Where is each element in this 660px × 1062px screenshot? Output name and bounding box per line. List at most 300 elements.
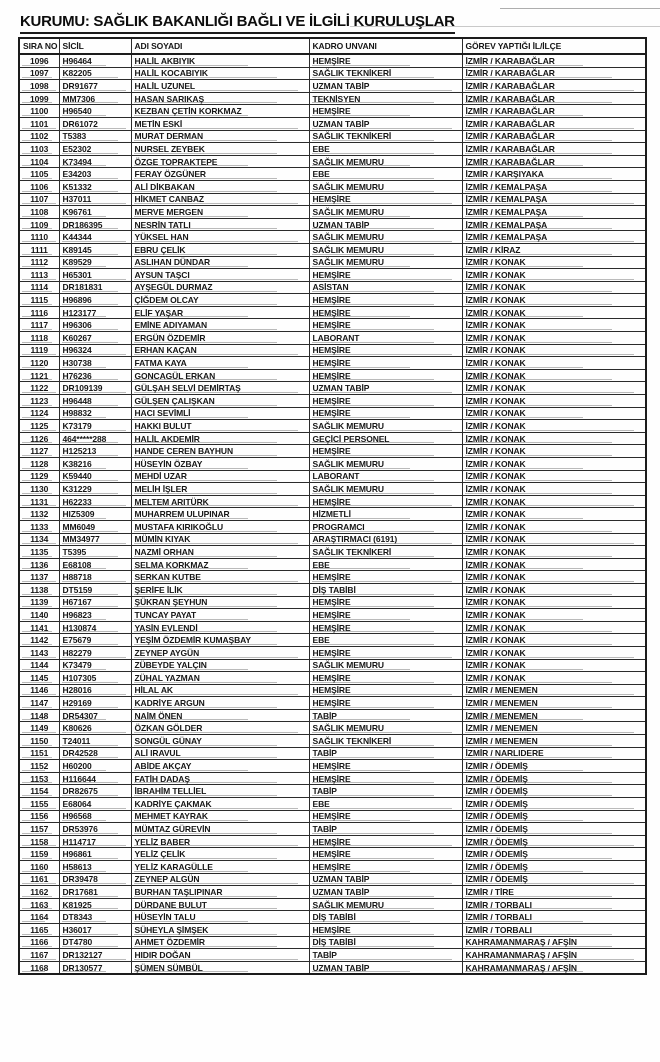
cell-adi-soyadi: MUHARREM ULUPINAR xyxy=(131,508,309,521)
cell-sira-no: 1111 xyxy=(19,243,59,256)
cell-kadro-unvani: HEMŞİRE xyxy=(309,269,462,282)
cell-kadro-unvani: UZMAN TABİP xyxy=(309,961,462,974)
table-row xyxy=(19,659,646,672)
cell-sicil: K73179 xyxy=(59,420,131,433)
cell-sicil: DR186395 xyxy=(59,218,131,231)
cell-sicil: DR53976 xyxy=(59,823,131,836)
cell-sicil: K60267 xyxy=(59,332,131,345)
cell-kadro-unvani: HEMŞİRE xyxy=(309,609,462,622)
cell-kadro-unvani: HEMŞİRE xyxy=(309,672,462,685)
cell-adi-soyadi: AYŞEGÜL DURMAZ xyxy=(131,281,309,294)
cell-sira-no: 1112 xyxy=(19,256,59,269)
cell-sira-no: 1159 xyxy=(19,848,59,861)
cell-gorev-il-ilce: İZMİR / MENEMEN xyxy=(462,735,646,748)
cell-kadro-unvani: HEMŞİRE xyxy=(309,646,462,659)
cell-kadro-unvani: SAĞLIK TEKNİKERİ xyxy=(309,546,462,559)
cell-sicil: K89145 xyxy=(59,243,131,256)
cell-kadro-unvani: HEMŞİRE xyxy=(309,445,462,458)
cell-kadro-unvani: HEMŞİRE xyxy=(309,54,462,67)
table-row xyxy=(19,105,646,118)
cell-sira-no: 1124 xyxy=(19,407,59,420)
cell-gorev-il-ilce: İZMİR / ÖDEMİŞ xyxy=(462,861,646,874)
cell-sicil: K31229 xyxy=(59,483,131,496)
cell-adi-soyadi: NAİM ÖNEN xyxy=(131,709,309,722)
cell-sicil: K73479 xyxy=(59,659,131,672)
cell-sira-no: 1121 xyxy=(19,369,59,382)
table-row xyxy=(19,533,646,546)
cell-sicil: H36017 xyxy=(59,923,131,936)
table-row xyxy=(19,218,646,231)
cell-sira-no: 1145 xyxy=(19,672,59,685)
cell-sira-no: 1165 xyxy=(19,923,59,936)
cell-gorev-il-ilce: İZMİR / ÖDEMİŞ xyxy=(462,772,646,785)
cell-gorev-il-ilce: İZMİR / KONAK xyxy=(462,445,646,458)
cell-gorev-il-ilce: İZMİR / KONAK xyxy=(462,357,646,370)
cell-sira-no: 1142 xyxy=(19,634,59,647)
cell-sicil: T5383 xyxy=(59,130,131,143)
cell-gorev-il-ilce: İZMİR / KONAK xyxy=(462,458,646,471)
cell-gorev-il-ilce: İZMİR / KONAK xyxy=(462,634,646,647)
cell-sira-no: 1129 xyxy=(19,470,59,483)
cell-gorev-il-ilce: İZMİR / KONAK xyxy=(462,395,646,408)
cell-sicil: H82279 xyxy=(59,646,131,659)
cell-sicil: H96540 xyxy=(59,105,131,118)
table-row xyxy=(19,458,646,471)
cell-gorev-il-ilce: İZMİR / ÖDEMİŞ xyxy=(462,873,646,886)
cell-sicil: MM7306 xyxy=(59,92,131,105)
cell-adi-soyadi: HALİL UZUNEL xyxy=(131,80,309,93)
cell-adi-soyadi: MEHMET KAYRAK xyxy=(131,810,309,823)
cell-sira-no: 1154 xyxy=(19,785,59,798)
table-row xyxy=(19,306,646,319)
table-row xyxy=(19,760,646,773)
cell-gorev-il-ilce: İZMİR / KONAK xyxy=(462,269,646,282)
cell-adi-soyadi: MUSTAFA KIRIKOĞLU xyxy=(131,520,309,533)
header-sira-no: SIRA NO xyxy=(19,38,59,54)
cell-gorev-il-ilce: KAHRAMANMARAŞ / AFŞİN xyxy=(462,936,646,949)
cell-sicil: DT4780 xyxy=(59,936,131,949)
cell-sira-no: 1155 xyxy=(19,798,59,811)
cell-sira-no: 1147 xyxy=(19,697,59,710)
cell-gorev-il-ilce: İZMİR / KONAK xyxy=(462,533,646,546)
cell-kadro-unvani: HEMŞİRE xyxy=(309,395,462,408)
cell-sira-no: 1156 xyxy=(19,810,59,823)
table-row xyxy=(19,382,646,395)
table-row xyxy=(19,911,646,924)
table-row xyxy=(19,357,646,370)
cell-adi-soyadi: TUNCAY PAYAT xyxy=(131,609,309,622)
cell-gorev-il-ilce: İZMİR / MENEMEN xyxy=(462,697,646,710)
header-gorev-il-ilce: GÖREV YAPTIĞI İL/İLÇE xyxy=(462,38,646,54)
cell-sicil: H130874 xyxy=(59,621,131,634)
table-row xyxy=(19,722,646,735)
cell-kadro-unvani: HEMŞİRE xyxy=(309,369,462,382)
personnel-table xyxy=(18,37,647,975)
cell-gorev-il-ilce: İZMİR / KARABAĞLAR xyxy=(462,155,646,168)
cell-gorev-il-ilce: İZMİR / KONAK xyxy=(462,420,646,433)
cell-adi-soyadi: MURAT DERMAN xyxy=(131,130,309,143)
cell-sicil: K82205 xyxy=(59,67,131,80)
cell-kadro-unvani: SAĞLIK MEMURU xyxy=(309,898,462,911)
cell-sira-no: 1148 xyxy=(19,709,59,722)
cell-gorev-il-ilce: İZMİR / KARABAĞLAR xyxy=(462,130,646,143)
table-row xyxy=(19,155,646,168)
cell-sicil: E52302 xyxy=(59,143,131,156)
cell-kadro-unvani: EBE xyxy=(309,634,462,647)
cell-sicil: H29169 xyxy=(59,697,131,710)
cell-sira-no: 1102 xyxy=(19,130,59,143)
cell-gorev-il-ilce: İZMİR / KONAK xyxy=(462,646,646,659)
cell-gorev-il-ilce: İZMİR / KONAK xyxy=(462,672,646,685)
cell-sicil: H116644 xyxy=(59,772,131,785)
cell-gorev-il-ilce: İZMİR / KONAK xyxy=(462,583,646,596)
cell-sicil: DR17681 xyxy=(59,886,131,899)
cell-kadro-unvani: HEMŞİRE xyxy=(309,923,462,936)
cell-gorev-il-ilce: KAHRAMANMARAŞ / AFŞİN xyxy=(462,949,646,962)
cell-sicil: DR91677 xyxy=(59,80,131,93)
cell-adi-soyadi: GÜLŞAH SELVİ DEMİRTAŞ xyxy=(131,382,309,395)
cell-kadro-unvani: SAĞLIK MEMURU xyxy=(309,420,462,433)
table-row xyxy=(19,949,646,962)
cell-sicil: H96568 xyxy=(59,810,131,823)
cell-sira-no: 1152 xyxy=(19,760,59,773)
cell-adi-soyadi: ALİ IRAVUL xyxy=(131,747,309,760)
cell-sira-no: 1143 xyxy=(19,646,59,659)
cell-adi-soyadi: HİKMET CANBAZ xyxy=(131,193,309,206)
cell-kadro-unvani: PROGRAMCI xyxy=(309,520,462,533)
cell-kadro-unvani: UZMAN TABİP xyxy=(309,117,462,130)
table-row xyxy=(19,546,646,559)
cell-sicil: E34203 xyxy=(59,168,131,181)
table-row xyxy=(19,117,646,130)
cell-sicil: K96761 xyxy=(59,206,131,219)
cell-sira-no: 1138 xyxy=(19,583,59,596)
table-row xyxy=(19,143,646,156)
cell-kadro-unvani: SAĞLIK MEMURU xyxy=(309,256,462,269)
table-row xyxy=(19,256,646,269)
cell-gorev-il-ilce: İZMİR / KARABAĞLAR xyxy=(462,80,646,93)
cell-kadro-unvani: EBE xyxy=(309,558,462,571)
cell-adi-soyadi: ÖZKAN GÖLDER xyxy=(131,722,309,735)
table-row xyxy=(19,684,646,697)
cell-sira-no: 1110 xyxy=(19,231,59,244)
table-row xyxy=(19,520,646,533)
cell-sicil: DR130577 xyxy=(59,961,131,974)
cell-sira-no: 1137 xyxy=(19,571,59,584)
cell-adi-soyadi: KADRİYE ARGUN xyxy=(131,697,309,710)
table-row xyxy=(19,747,646,760)
cell-sira-no: 1107 xyxy=(19,193,59,206)
cell-sira-no: 1162 xyxy=(19,886,59,899)
cell-kadro-unvani: HEMŞİRE xyxy=(309,760,462,773)
cell-sira-no: 1116 xyxy=(19,306,59,319)
cell-gorev-il-ilce: İZMİR / ÖDEMİŞ xyxy=(462,848,646,861)
table-row xyxy=(19,332,646,345)
cell-gorev-il-ilce: İZMİR / KONAK xyxy=(462,344,646,357)
cell-adi-soyadi: HİLAL AK xyxy=(131,684,309,697)
cell-kadro-unvani: DİŞ TABİBİ xyxy=(309,911,462,924)
cell-sira-no: 1136 xyxy=(19,558,59,571)
cell-adi-soyadi: SELMA KORKMAZ xyxy=(131,558,309,571)
cell-gorev-il-ilce: İZMİR / KARABAĞLAR xyxy=(462,117,646,130)
cell-adi-soyadi: MELTEM ARITÜRK xyxy=(131,495,309,508)
cell-kadro-unvani: LABORANT xyxy=(309,470,462,483)
cell-kadro-unvani: HEMŞİRE xyxy=(309,105,462,118)
cell-adi-soyadi: ŞÜMEN SÜMBÜL xyxy=(131,961,309,974)
cell-sira-no: 1146 xyxy=(19,684,59,697)
cell-kadro-unvani: SAĞLIK MEMURU xyxy=(309,243,462,256)
table-row xyxy=(19,835,646,848)
cell-sira-no: 1149 xyxy=(19,722,59,735)
cell-sicil: H114717 xyxy=(59,835,131,848)
cell-adi-soyadi: FATMA KAYA xyxy=(131,357,309,370)
cell-gorev-il-ilce: İZMİR / KONAK xyxy=(462,256,646,269)
cell-adi-soyadi: HALİL AKBIYIK xyxy=(131,54,309,67)
cell-gorev-il-ilce: İZMİR / KONAK xyxy=(462,596,646,609)
cell-adi-soyadi: NURSEL ZEYBEK xyxy=(131,143,309,156)
cell-sira-no: 1118 xyxy=(19,332,59,345)
cell-gorev-il-ilce: İZMİR / KİRAZ xyxy=(462,243,646,256)
cell-sicil: DR54307 xyxy=(59,709,131,722)
cell-sira-no: 1158 xyxy=(19,835,59,848)
cell-gorev-il-ilce: İZMİR / KEMALPAŞA xyxy=(462,180,646,193)
cell-kadro-unvani: HEMŞİRE xyxy=(309,861,462,874)
cell-sicil: H96324 xyxy=(59,344,131,357)
table-row xyxy=(19,709,646,722)
cell-kadro-unvani: TABİP xyxy=(309,785,462,798)
scan-artifact-line xyxy=(500,8,660,9)
cell-sicil: DT8343 xyxy=(59,911,131,924)
document-title: KURUMU: SAĞLIK BAKANLIĞI BAĞLI VE İLGİLİ KURULUŞLAR xyxy=(20,13,455,34)
cell-sira-no: 1127 xyxy=(19,445,59,458)
cell-kadro-unvani: HEMŞİRE xyxy=(309,495,462,508)
cell-adi-soyadi: HASAN SARIKAŞ xyxy=(131,92,309,105)
cell-gorev-il-ilce: KAHRAMANMARAŞ / AFŞİN xyxy=(462,961,646,974)
table-row xyxy=(19,369,646,382)
cell-sicil: H96464 xyxy=(59,54,131,67)
cell-gorev-il-ilce: İZMİR / MENEMEN xyxy=(462,722,646,735)
cell-adi-soyadi: SONGÜL GÜNAY xyxy=(131,735,309,748)
table-row xyxy=(19,445,646,458)
table-row xyxy=(19,823,646,836)
cell-kadro-unvani: HEMŞİRE xyxy=(309,344,462,357)
cell-sira-no: 1163 xyxy=(19,898,59,911)
cell-sicil: MM34977 xyxy=(59,533,131,546)
cell-gorev-il-ilce: İZMİR / KONAK xyxy=(462,369,646,382)
cell-gorev-il-ilce: İZMİR / TORBALI xyxy=(462,898,646,911)
cell-sira-no: 1164 xyxy=(19,911,59,924)
table-row xyxy=(19,621,646,634)
cell-sicil: H96896 xyxy=(59,294,131,307)
cell-sira-no: 1150 xyxy=(19,735,59,748)
table-row xyxy=(19,168,646,181)
cell-sira-no: 1151 xyxy=(19,747,59,760)
cell-gorev-il-ilce: İZMİR / NARLIDERE xyxy=(462,747,646,760)
cell-sira-no: 1132 xyxy=(19,508,59,521)
header-adi-soyadi: ADI SOYADI xyxy=(131,38,309,54)
cell-adi-soyadi: HACI SEVİMLİ xyxy=(131,407,309,420)
cell-adi-soyadi: YELİZ ÇELİK xyxy=(131,848,309,861)
table-row xyxy=(19,886,646,899)
cell-gorev-il-ilce: İZMİR / KONAK xyxy=(462,546,646,559)
cell-sira-no: 1153 xyxy=(19,772,59,785)
cell-sira-no: 1100 xyxy=(19,105,59,118)
cell-gorev-il-ilce: İZMİR / KEMALPAŞA xyxy=(462,231,646,244)
cell-gorev-il-ilce: İZMİR / KARABAĞLAR xyxy=(462,105,646,118)
cell-sicil: H76236 xyxy=(59,369,131,382)
cell-adi-soyadi: YASİN EVLENDİ xyxy=(131,621,309,634)
cell-kadro-unvani: DİŞ TABİBİ xyxy=(309,583,462,596)
table-row xyxy=(19,193,646,206)
cell-gorev-il-ilce: İZMİR / ÖDEMİŞ xyxy=(462,785,646,798)
cell-sicil: H88718 xyxy=(59,571,131,584)
cell-sicil: H62233 xyxy=(59,495,131,508)
cell-sira-no: 1122 xyxy=(19,382,59,395)
cell-adi-soyadi: HIDIR DOĞAN xyxy=(131,949,309,962)
cell-gorev-il-ilce: İZMİR / KARŞIYAKA xyxy=(462,168,646,181)
cell-sicil: T5395 xyxy=(59,546,131,559)
table-row xyxy=(19,735,646,748)
cell-kadro-unvani: UZMAN TABİP xyxy=(309,218,462,231)
cell-adi-soyadi: AYSUN TAŞCI xyxy=(131,269,309,282)
cell-adi-soyadi: BURHAN TAŞLIPINAR xyxy=(131,886,309,899)
cell-gorev-il-ilce: İZMİR / KONAK xyxy=(462,332,646,345)
cell-adi-soyadi: YEŞİM ÖZDEMİR KUMAŞBAY xyxy=(131,634,309,647)
cell-adi-soyadi: HANDE CEREN BAYHUN xyxy=(131,445,309,458)
cell-kadro-unvani: HEMŞİRE xyxy=(309,697,462,710)
cell-adi-soyadi: MÜMİN KIYAK xyxy=(131,533,309,546)
table-row xyxy=(19,697,646,710)
cell-sira-no: 1141 xyxy=(19,621,59,634)
cell-kadro-unvani: SAĞLIK MEMURU xyxy=(309,483,462,496)
cell-sicil: E68108 xyxy=(59,558,131,571)
cell-sicil: H107305 xyxy=(59,672,131,685)
cell-kadro-unvani: HEMŞİRE xyxy=(309,772,462,785)
cell-sicil: DT5159 xyxy=(59,583,131,596)
cell-sira-no: 1108 xyxy=(19,206,59,219)
cell-adi-soyadi: İBRAHİM TELLİEL xyxy=(131,785,309,798)
table-row xyxy=(19,231,646,244)
cell-sicil: DR61072 xyxy=(59,117,131,130)
cell-adi-soyadi: ŞERİFE İLİK xyxy=(131,583,309,596)
cell-sicil: K59440 xyxy=(59,470,131,483)
table-row xyxy=(19,961,646,974)
cell-kadro-unvani: HEMŞİRE xyxy=(309,684,462,697)
cell-kadro-unvani: SAĞLIK MEMURU xyxy=(309,206,462,219)
table-row xyxy=(19,294,646,307)
cell-kadro-unvani: LABORANT xyxy=(309,332,462,345)
cell-kadro-unvani: DİŞ TABİBİ xyxy=(309,936,462,949)
cell-gorev-il-ilce: İZMİR / KONAK xyxy=(462,621,646,634)
table-row xyxy=(19,508,646,521)
cell-kadro-unvani: HİZMETLİ xyxy=(309,508,462,521)
cell-sicil: T24011 xyxy=(59,735,131,748)
cell-kadro-unvani: HEMŞİRE xyxy=(309,596,462,609)
cell-adi-soyadi: HALİL AKDEMİR xyxy=(131,432,309,445)
cell-gorev-il-ilce: İZMİR / KEMALPAŞA xyxy=(462,218,646,231)
cell-gorev-il-ilce: İZMİR / KONAK xyxy=(462,558,646,571)
cell-sira-no: 1113 xyxy=(19,269,59,282)
cell-sicil: K51332 xyxy=(59,180,131,193)
cell-sira-no: 1120 xyxy=(19,357,59,370)
cell-sicil: K89529 xyxy=(59,256,131,269)
cell-sira-no: 1117 xyxy=(19,319,59,332)
cell-kadro-unvani: HEMŞİRE xyxy=(309,319,462,332)
cell-sira-no: 1168 xyxy=(19,961,59,974)
table-row xyxy=(19,873,646,886)
cell-gorev-il-ilce: İZMİR / KONAK xyxy=(462,470,646,483)
cell-sicil: H28016 xyxy=(59,684,131,697)
cell-kadro-unvani: SAĞLIK TEKNİKERİ xyxy=(309,735,462,748)
cell-adi-soyadi: HAKKI BULUT xyxy=(131,420,309,433)
cell-gorev-il-ilce: İZMİR / KONAK xyxy=(462,319,646,332)
cell-gorev-il-ilce: İZMİR / TİRE xyxy=(462,886,646,899)
table-row xyxy=(19,923,646,936)
table-header-row xyxy=(19,38,646,54)
table-row xyxy=(19,67,646,80)
table-row xyxy=(19,785,646,798)
cell-sicil: 464*****288 xyxy=(59,432,131,445)
table-row xyxy=(19,243,646,256)
table-row xyxy=(19,772,646,785)
cell-sira-no: 1144 xyxy=(19,659,59,672)
table-row xyxy=(19,495,646,508)
cell-sicil: K44344 xyxy=(59,231,131,244)
cell-kadro-unvani: SAĞLIK MEMURU xyxy=(309,231,462,244)
cell-adi-soyadi: GONCAGÜL ERKAN xyxy=(131,369,309,382)
cell-sira-no: 1115 xyxy=(19,294,59,307)
cell-kadro-unvani: HEMŞİRE xyxy=(309,357,462,370)
cell-sicil: DR109139 xyxy=(59,382,131,395)
cell-kadro-unvani: TABİP xyxy=(309,747,462,760)
cell-sira-no: 1125 xyxy=(19,420,59,433)
cell-adi-soyadi: ALİ DİKBAKAN xyxy=(131,180,309,193)
table-row xyxy=(19,281,646,294)
cell-sicil: H96448 xyxy=(59,395,131,408)
cell-sira-no: 1101 xyxy=(19,117,59,130)
cell-sicil: H67167 xyxy=(59,596,131,609)
cell-kadro-unvani: ARAŞTIRMACI (6191) xyxy=(309,533,462,546)
cell-sira-no: 1139 xyxy=(19,596,59,609)
cell-gorev-il-ilce: İZMİR / KONAK xyxy=(462,483,646,496)
cell-sicil: HIZ5309 xyxy=(59,508,131,521)
cell-kadro-unvani: TEKNİSYEN xyxy=(309,92,462,105)
cell-kadro-unvani: ASİSTAN xyxy=(309,281,462,294)
cell-gorev-il-ilce: İZMİR / ÖDEMİŞ xyxy=(462,835,646,848)
cell-kadro-unvani: HEMŞİRE xyxy=(309,810,462,823)
cell-adi-soyadi: NESRİN TATLI xyxy=(131,218,309,231)
table-row xyxy=(19,672,646,685)
cell-sicil: H96861 xyxy=(59,848,131,861)
cell-gorev-il-ilce: İZMİR / ÖDEMİŞ xyxy=(462,798,646,811)
cell-adi-soyadi: YELİZ KARAGÜLLE xyxy=(131,861,309,874)
cell-kadro-unvani: HEMŞİRE xyxy=(309,848,462,861)
cell-adi-soyadi: ÖZGE TOPRAKTEPE xyxy=(131,155,309,168)
cell-sira-no: 1160 xyxy=(19,861,59,874)
cell-kadro-unvani: UZMAN TABİP xyxy=(309,80,462,93)
cell-gorev-il-ilce: İZMİR / KONAK xyxy=(462,609,646,622)
cell-adi-soyadi: ÇİĞDEM OLCAY xyxy=(131,294,309,307)
table-row xyxy=(19,861,646,874)
table-header xyxy=(19,38,646,54)
cell-kadro-unvani: SAĞLIK MEMURU xyxy=(309,458,462,471)
cell-kadro-unvani: SAĞLIK MEMURU xyxy=(309,659,462,672)
cell-adi-soyadi: YELİZ BABER xyxy=(131,835,309,848)
cell-sira-no: 1157 xyxy=(19,823,59,836)
cell-kadro-unvani: EBE xyxy=(309,168,462,181)
table-row xyxy=(19,596,646,609)
cell-adi-soyadi: MÜMTAZ GÜREVİN xyxy=(131,823,309,836)
